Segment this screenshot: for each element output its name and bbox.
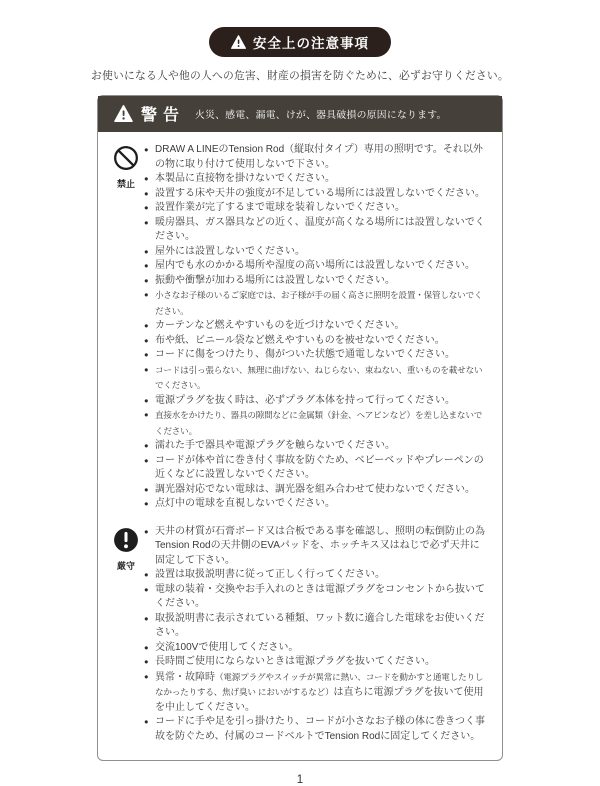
- warning-body: [98, 132, 502, 760]
- warning-item: [144, 454, 488, 483]
- mandatory-label: 厳守: [116, 560, 135, 571]
- warning-item-text: カーテンなど燃えやすいものを近づけないでください。: [155, 320, 405, 331]
- warning-item: [144, 583, 488, 612]
- prohibition-items-list: [144, 143, 490, 512]
- warning-item-text: コードに傷をつけたり、傷がついた状態で通電しないでください。: [155, 349, 455, 360]
- warning-item-text: （電源プラグやスイッチが異常に熱い、コードを動かすと通電したりしなかったりする、焦げ臭い においがするなど）: [155, 671, 484, 697]
- warning-item-text: 小さなお子様のいるご家庭では、お子様が手の届く高さに照明を設置・保管しないでください。: [155, 290, 483, 316]
- warning-item-text: 天井の材質が石膏ボード又は合板である事を確認し、照明の転倒防止の為Tension Rodの天井側のEVAパッドを、ホッチキス又はねじで必ず天井に固定して下さい。: [155, 525, 485, 566]
- warning-item: [144, 715, 488, 744]
- warning-item-text: 設置作業が完了するまで電球を装着しないでください。: [155, 202, 405, 213]
- warning-item: [144, 172, 488, 187]
- warning-item-text: 調光器対応でない電球は、調光器を組み合わせて使わないでください。: [155, 483, 475, 495]
- page-title: 安全上の注意事項: [253, 36, 369, 51]
- warning-title: 警告: [141, 107, 186, 124]
- warning-header: [98, 96, 502, 132]
- warning-item: [144, 201, 488, 216]
- warning-item-text: 取扱説明書に表示されている種類、ワット数に適合した電球をお使いください。: [155, 612, 485, 638]
- mandatory-group: [108, 525, 490, 745]
- warning-item: [144, 568, 488, 583]
- mandatory-icon-column: [108, 525, 144, 745]
- warning-item: [144, 641, 488, 656]
- warning-item-text: コードに手や足を引っ掛けたり、コードが小さなお子様の体に巻きつく事故を防ぐため、付属のコードベルトでTension Rodに固定してください。: [155, 716, 485, 742]
- warning-item-text: 屋内でも水のかかる場所や湿度の高い場所には設置しないでください。: [155, 260, 475, 271]
- warning-item: [144, 525, 488, 569]
- page-subtitle: お使いになる人や他の人への危害、財産の損害を防ぐために、必ずお守りください。: [91, 70, 509, 82]
- prohibition-group: [108, 143, 490, 512]
- warning-item-text: 電源プラグを抜く時は、必ずプラグ本体を持って行ってください。: [155, 394, 455, 406]
- warning-item-text: 暖房器具、ガス器具などの近く、温度が高くなる場所には設置しないでください。: [155, 216, 485, 242]
- warning-item: [144, 216, 488, 245]
- warning-item-text: 濡れた手で器具や電源プラグを触らないでください。: [155, 440, 395, 451]
- warning-item: [144, 245, 488, 260]
- prohibition-icon: [113, 158, 139, 175]
- warning-item-text: 本製品に直接物を掛けないでください。: [155, 173, 335, 184]
- warning-item: [144, 274, 488, 289]
- warning-item-text: 長時間ご使用にならないときは電源プラグを抜いてください。: [155, 656, 435, 667]
- warning-description: 火災、感電、漏電、けが、器具破損の原因になります。: [195, 109, 447, 121]
- warning-item: [144, 259, 488, 274]
- warning-item: [144, 655, 488, 670]
- warning-item: [144, 408, 488, 439]
- mandatory-items-list: [144, 525, 490, 745]
- warning-item: [144, 612, 488, 641]
- warning-item-text: は直ちに電源プラグを抜いて使用を中止してください。: [155, 687, 484, 713]
- warning-item: [144, 348, 488, 363]
- warning-item: [144, 439, 488, 454]
- warning-item-text: 直接水をかけたり、器具の隙間などに金属類（針金、ヘアピンなど）を差し込まないでください。: [155, 410, 483, 436]
- warning-item: [144, 394, 488, 409]
- warning-item-text: 点灯中の電球を直視しないでください。: [155, 498, 335, 509]
- prohibition-icon-column: [108, 143, 144, 512]
- warning-item: [144, 363, 488, 394]
- warning-item: [144, 187, 488, 202]
- mandatory-icon: [113, 540, 139, 557]
- safety-title-badge: [209, 27, 391, 57]
- warning-triangle-icon: [114, 105, 133, 122]
- warning-item: [144, 483, 488, 498]
- warning-item-text: コードが体や首に巻き付く事故を防ぐため、ベビーベッドやプレーペンの近くなどに設置しないでください。: [155, 454, 484, 480]
- warning-item-text: 交流100Vで使用してください。: [155, 641, 299, 653]
- warning-item: [144, 334, 488, 349]
- warning-item-text: コードは引っ張らない、無理に曲げない、ねじらない、束ねない、重いものを載せないでください。: [155, 364, 483, 390]
- warning-item-text: 振動や衝撃が加わる場所には設置しないでください。: [155, 274, 395, 286]
- warning-item: [144, 143, 488, 172]
- badge-row: [0, 27, 600, 57]
- warning-item: [144, 670, 488, 716]
- warning-triangle-icon: [231, 35, 246, 49]
- warning-item: [144, 288, 488, 319]
- warning-item-text: 設置は取扱説明書に従って正しく行ってください。: [155, 569, 385, 580]
- prohibition-label: 禁止: [116, 179, 135, 189]
- warning-box: [97, 95, 503, 761]
- warning-item-text: 設置する床や天井の強度が不足している場所には設置しないでください。: [155, 187, 485, 199]
- warning-item-text: 電球の装着・交換やお手入れのときは電源プラグをコンセントから抜いてください。: [155, 583, 485, 609]
- warning-item: [144, 319, 488, 334]
- page-number: 1: [296, 774, 304, 786]
- warning-item: [144, 497, 488, 512]
- warning-item-text: 布や紙、ビニール袋など燃えやすいものを被せないでください。: [155, 334, 445, 346]
- warning-item-text: 屋外には設置しないでください。: [155, 245, 305, 257]
- warning-item-text: DRAW A LINEのTension Rod（縦取付タイプ）専用の照明です。それ以外の物に取り付けて使用しないで下さい。: [155, 144, 483, 170]
- warning-item-text: 異常・故障時: [155, 671, 215, 683]
